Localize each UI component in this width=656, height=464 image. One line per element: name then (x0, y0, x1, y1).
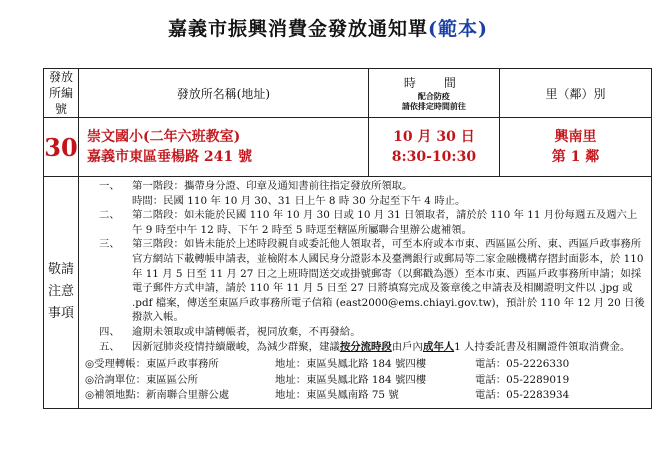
pickup-hours: 8:30-10:30 (391, 149, 477, 165)
note-item: 二、 第二階段：如未能於民國 110 年 10 月 30 日或 10 月 31 日領取者，請於於 110 年 11 月份每週五及週六上午 9 時至中午 12 時、下午 2 時至 5 時逕至轄區所屬聯合里辦公處補領。 (99, 209, 638, 236)
contact-address: 地址：東區吳鳳南路 75 號 (275, 389, 399, 402)
title-sample-tag: (範本) (428, 18, 488, 40)
contact-unit: ◎洽詢單位：東區區公所 (85, 373, 198, 386)
contact-unit: ◎受理轉帳：東區戶政事務所 (85, 358, 219, 371)
header-row (44, 69, 652, 118)
page-title (0, 14, 656, 41)
contact-phone: 電話：05-2289019 (475, 373, 570, 386)
title-main: 嘉義市振興消費金發放通知單 (168, 18, 429, 40)
site-address: 嘉義市東區垂楊路 241 號 (87, 149, 252, 165)
contact-list (85, 357, 645, 404)
note-item: 時間：民國 110 年 10 月 30、31 日上午 8 時 30 分起至下午 4 時止。 (132, 194, 466, 207)
header-village: 里（鄰）別 (500, 69, 652, 118)
note-item: 一、 第一階段：攜帶身分證、印章及通知書前往指定發放所領取。 (99, 180, 413, 192)
notes-body (79, 177, 652, 409)
pickup-time (368, 118, 499, 177)
notes-row (44, 177, 652, 409)
contact-phone: 電話：05-2283934 (475, 389, 570, 402)
record-row (44, 118, 652, 177)
notes-label: 敬請 注意 事項 (44, 177, 79, 409)
village-info (500, 118, 652, 177)
neighborhood: 第 1 鄰 (551, 149, 600, 165)
contact-address: 地址：東區吳鳳北路 184 號四樓 (275, 373, 427, 386)
header-site-name: 發放所名稱(地址) (79, 69, 369, 118)
header-time: 時 間 配合防疫 請依排定時間前往 (368, 69, 499, 118)
note-item: 三、 第三階段：如皆未能於上述時段親自或委託他人領取者，可至本府或本市東、西區區公所、東、西區戶政事務所官方網站下載轉帳申請表，並檢附本人國民身分證影本及臺灣銀行或郵局等二家金融機構存摺封面影本，於 110 年 11 月 5 日至 11 月 27 日之上班時間送交或掛號郵寄（以郵戳為憑）至本市東、西區戶政事務所申請；如採電子郵件方式申請，請於 110 年 11 月 5 日至 27 日將填寫完成及簽章後之申請表及相關證明文件以 .jpg 或 .pdf 檔案，傳送至東區戶政事務所電子信箱 (east2000@ems.chiayi.gov.tw)，預計於 110 年 12 月 20 日後撥款入帳。 (99, 238, 645, 324)
header-site-number: 發放所編號 (44, 69, 79, 118)
site-number: 30 (44, 118, 79, 177)
contact-address: 地址：東區吳鳳北路 184 號四樓 (275, 358, 427, 371)
notice-table (43, 68, 652, 409)
note-item: 五、 因新冠肺炎疫情持續嚴峻，為減少群聚，建議按分流時段由戶內成年人1 人持委託書及相關證件領取消費金。 (99, 340, 631, 353)
emphasis-adult: 成年人 (422, 340, 455, 353)
note-item: 四、 逾期未領取或申請轉帳者，視同放棄，不再發給。 (99, 325, 361, 338)
village-name: 興南里 (554, 129, 597, 145)
contact-phone: 電話：05-2226330 (475, 358, 570, 371)
site-info (79, 118, 369, 177)
pickup-date: 10 月 30 日 (393, 129, 475, 145)
site-name: 崇文國小(二年六班教室) (87, 129, 241, 145)
contact-unit: ◎補領地點：新南聯合里辦公處 (85, 389, 230, 402)
emphasis-time-slot: 按分流時段 (339, 340, 392, 353)
